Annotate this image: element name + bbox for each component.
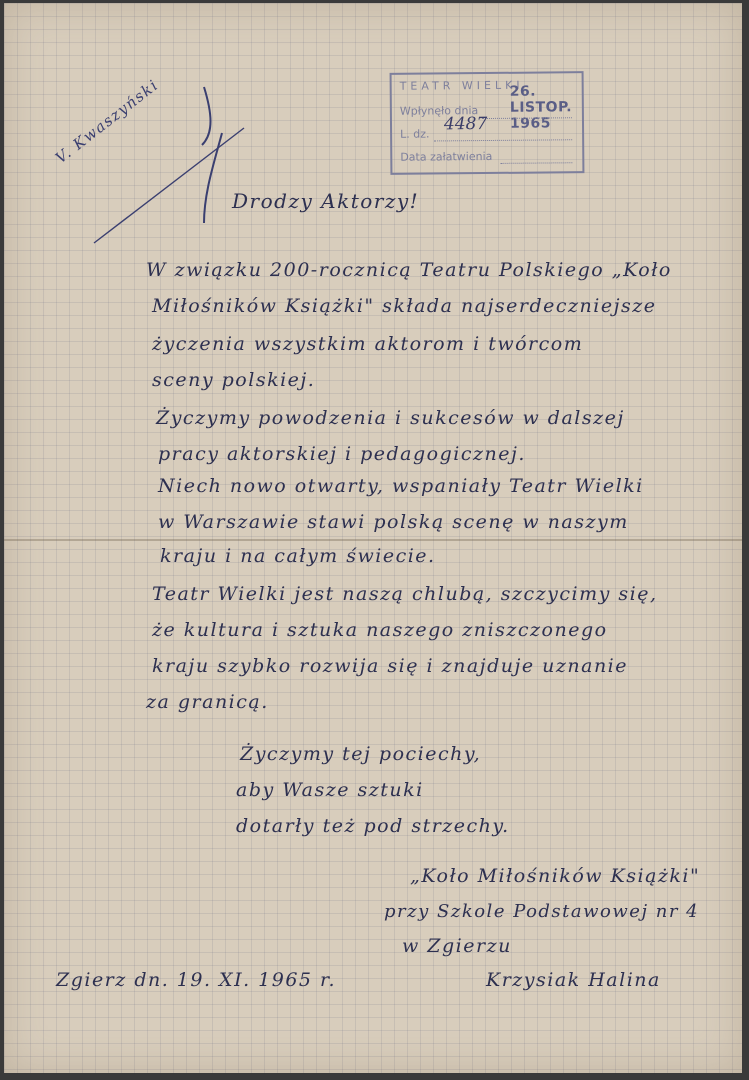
stamp-header: TEATR WIELKI: [399, 78, 524, 93]
body-line: Życzymy powodzenia i sukcesów w dalszej: [156, 407, 625, 429]
sender-line: „Koło Miłośników Książki": [410, 865, 701, 887]
stamp-received-date: 26. LISTOP. 1965: [509, 83, 573, 132]
body-line: kraju i na całym świecie.: [160, 545, 436, 567]
stamp-reg-number: 4487: [443, 113, 488, 135]
place-date: Zgierz dn. 19. XI. 1965 r.: [56, 969, 337, 991]
incoming-stamp: [390, 71, 585, 175]
body-line: że kultura i sztuka naszego zniszczonego: [152, 619, 608, 641]
body-line: Niech nowo otwarty, wspaniały Teatr Wielki: [158, 475, 644, 497]
stamp-reg-label: L. dz.: [400, 127, 430, 141]
body-line: Miłośników Książki" składa najserdeczniejsze: [152, 295, 657, 317]
salutation: Drodzy Aktorzy!: [232, 189, 420, 213]
body-line: za granicą.: [146, 691, 269, 713]
sender-line: w Zgierzu: [402, 935, 512, 957]
body-line: pracy aktorskiej i pedagogicznej.: [158, 443, 526, 465]
verse-line: aby Wasze sztuki: [236, 779, 424, 801]
verse-line: Życzymy tej pociechy,: [240, 743, 482, 765]
handwritten-annotation: V. Kwaszyński: [52, 75, 163, 168]
sender-line: przy Szkole Podstawowej nr 4: [384, 901, 700, 922]
body-line: życzenia wszystkim aktorom i twórcom: [152, 333, 584, 355]
verse-line: dotarły też pod strzechy.: [236, 815, 510, 837]
stamp-settled-label: Data załatwienia: [400, 149, 493, 164]
annotation-stroke: [54, 73, 254, 273]
body-line: Teatr Wielki jest naszą chlubą, szczycimy się,: [152, 583, 658, 605]
body-line: w Warszawie stawi polską scenę w naszym: [158, 511, 629, 533]
stamp-received-label: Wpłynęło dnia: [399, 104, 479, 118]
body-line: sceny polskiej.: [152, 369, 316, 391]
letter-sheet: [4, 3, 742, 1073]
paper-fold: [4, 539, 742, 541]
body-line: kraju szybko rozwija się i znajduje uznanie: [152, 655, 629, 677]
signatory: Krzysiak Halina: [486, 969, 661, 991]
body-line: W związku 200-rocznicą Teatru Polskiego „Koło: [146, 259, 672, 281]
